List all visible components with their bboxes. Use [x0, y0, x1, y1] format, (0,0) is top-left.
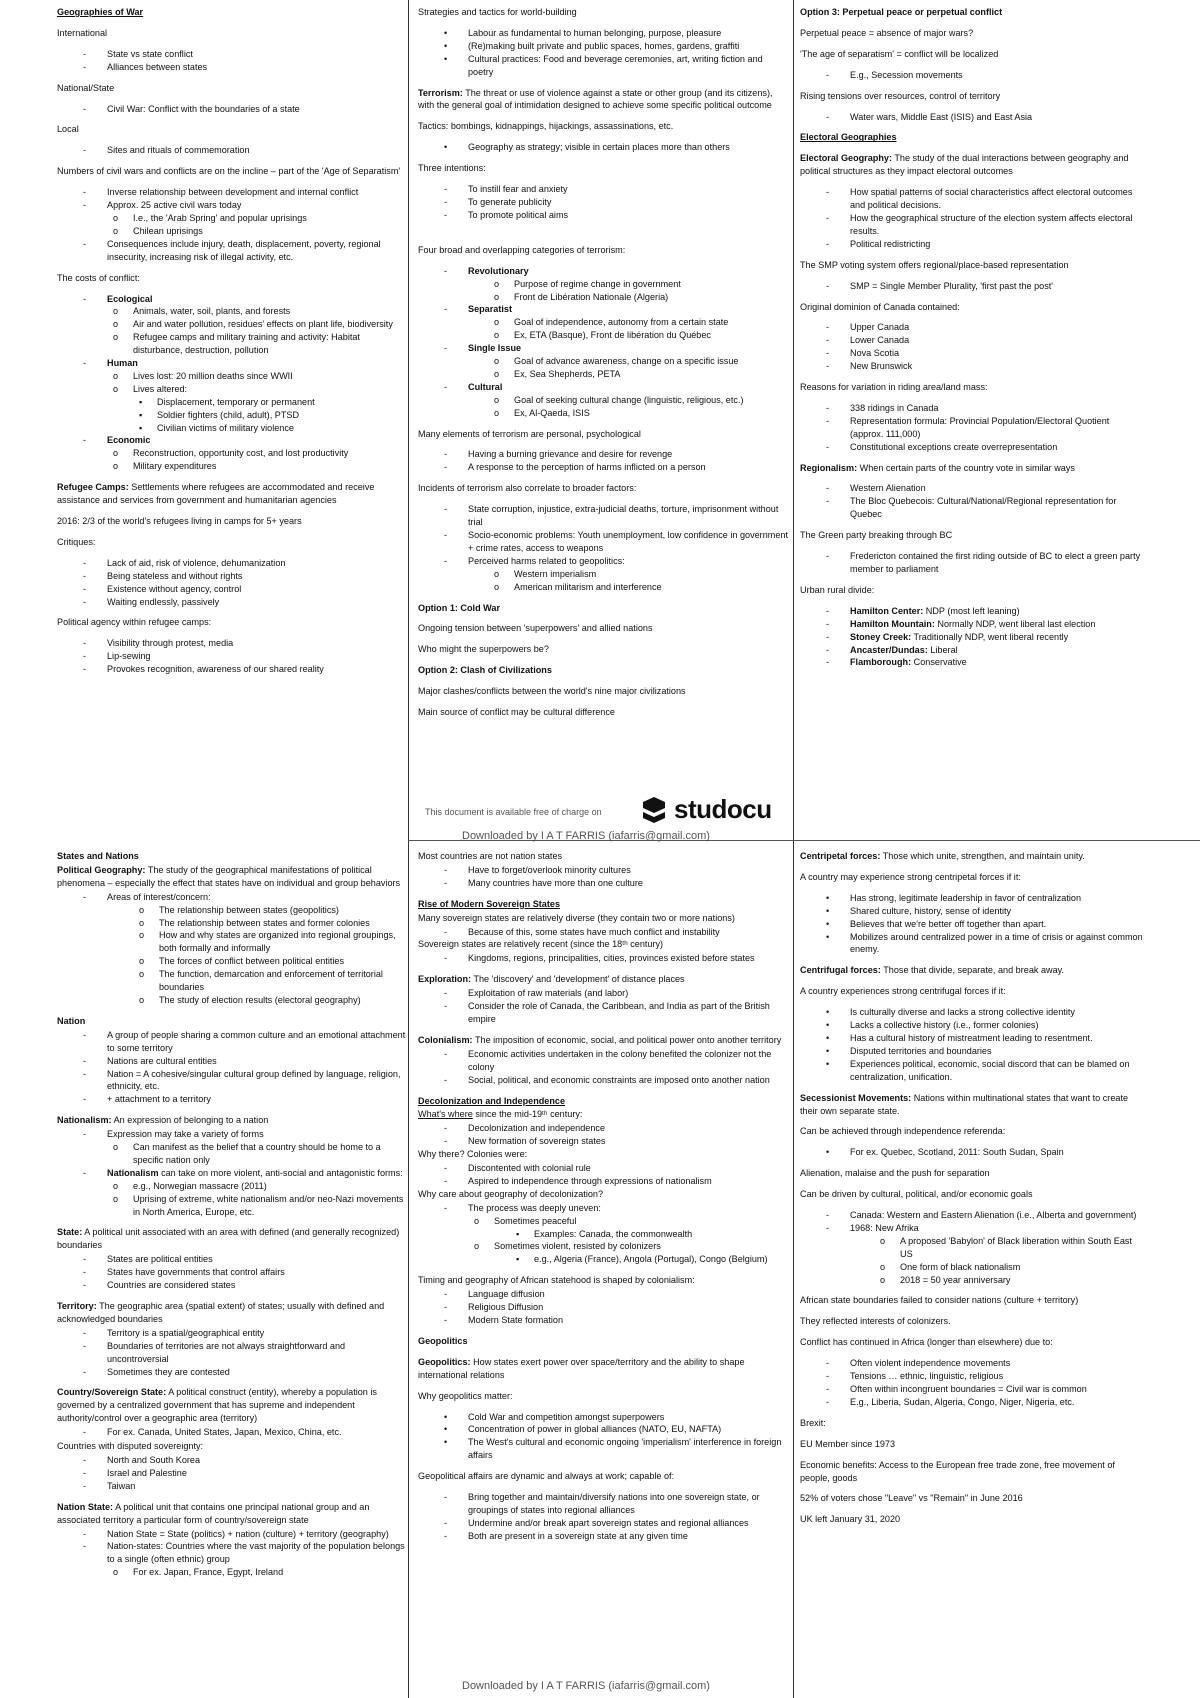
list-item: - E.g., Liberia, Sudan, Algeria, Congo, Niger, Nigeria, etc. [850, 1396, 1145, 1409]
heading: Option 3: Perpetual peace or perpetual conflict [800, 7, 1003, 17]
list-item: - Flamborough: Conservative [850, 656, 1145, 669]
list [800, 69, 1145, 82]
list-item: - Language diffusion [468, 1288, 788, 1301]
list-item: - To promote political aims [468, 209, 788, 222]
list-item: - Hamilton Mountain: Normally NDP, went liberal last election [850, 618, 1145, 631]
list [800, 1209, 1145, 1286]
list [800, 1146, 1145, 1159]
paragraph: 52% of voters chose "Leave" vs "Remain" in June 2016 [800, 1493, 1023, 1504]
list-item: • Cultural practices: Food and beverage ceremonies, art, writing fiction and poetry [468, 53, 788, 79]
list-item: ▪ Examples: Canada, the commonwealth [534, 1228, 788, 1241]
list-item: o Goal of independence, autonomy from a certain state [514, 316, 788, 329]
paragraph: The SMP voting system offers regional/place-based representation [800, 259, 1069, 270]
list-item: - Hamilton Center: NDP (most left leaning) [850, 605, 1145, 618]
list-item: - Consider the role of Canada, the Caribbean, and India as part of the British empire [468, 1000, 788, 1026]
list-item: - Have to forget/overlook minority cultures [468, 864, 788, 877]
section-title: Geopolitics [418, 1335, 468, 1346]
list-item: - North and South Korea [107, 1454, 407, 1467]
heading: Brexit: [800, 1417, 826, 1428]
list [57, 1528, 407, 1580]
heading: International [57, 27, 108, 38]
list-item: - Western Alienation [850, 482, 1145, 495]
list-item: - Expression may take a variety of forms o Can manifest as the belief that a country should be home to a specific nation only [107, 1128, 407, 1167]
list [57, 1426, 407, 1439]
paragraph: Territory: The geographic area (spatial extent) of states; usually with defined and acknowledged boundaries [57, 1301, 385, 1324]
paragraph: Most countries are not nation states [418, 851, 563, 861]
list-item: o Purpose of regime change in government [514, 278, 788, 291]
list-item: - Territory is a spatial/geographical entity [107, 1327, 407, 1340]
list-item: - Kingdoms, regions, principalities, cities, provinces existed before states [468, 952, 788, 965]
paragraph: Timing and geography of African statehood is shaped by colonialism: [418, 1275, 695, 1286]
list [57, 48, 407, 74]
list [418, 1048, 788, 1087]
list [57, 1327, 407, 1379]
list-item: - Nation = A cohesive/singular cultural group defined by language, religion, ethnicity, etc. [107, 1068, 407, 1094]
paragraph: Exploration: The 'discovery' and 'development' of distance places [418, 974, 685, 985]
list-item: - Sometimes they are contested [107, 1366, 407, 1379]
paragraph: Colonialism: The imposition of economic, social, and political power onto another territory [418, 1034, 782, 1045]
list-item: - Nations are cultural entities [107, 1055, 407, 1068]
list-item: • Mobilizes around centralized power in a time of crisis or against common enemy. [850, 931, 1145, 957]
list-item: - Waiting endlessly, passively [107, 596, 407, 609]
column-1-top [57, 6, 407, 816]
list [800, 402, 1145, 454]
list-item: o The relationship between states and former colonies [159, 917, 407, 930]
column-divider [793, 0, 794, 1698]
list [418, 864, 788, 890]
list-item: o Ex, Sea Shepherds, PETA [514, 368, 788, 381]
list-item: - Ancaster/Dundas: Liberal [850, 644, 1145, 657]
list-item: - Modern State formation [468, 1314, 788, 1327]
list [418, 27, 788, 79]
section-title: Electoral Geographies [800, 132, 897, 143]
list [418, 1288, 788, 1327]
list [57, 1029, 407, 1106]
column-3-bottom [800, 850, 1145, 1692]
column-2-top [418, 6, 788, 816]
heading: Strategies and tactics for world-building [418, 7, 577, 17]
list-item: o 2018 = 50 year anniversary [900, 1274, 1145, 1287]
list [57, 891, 407, 1007]
list-item: o Refugee camps and military training and activity: Habitat disturbance, destruction, pollution [133, 331, 407, 357]
list-item: - To generate publicity [468, 196, 788, 209]
paragraph: The Green party breaking through BC [800, 530, 953, 541]
list-item: o Can manifest as the belief that a country should be home to a specific nation only [133, 1141, 407, 1167]
list-item: • Experiences political, economic, social discord that can be blamed on centralization, unification. [850, 1058, 1145, 1084]
list-item: - Nova Scotia [850, 347, 1145, 360]
paragraph: Geopolitics: How states exert power over space/territory and the ability to shape international relations [418, 1356, 745, 1380]
column-1-bottom [57, 850, 407, 1692]
list-item: - Decolonization and independence [468, 1122, 788, 1135]
list-item: - Representation formula: Provincial Population/Electoral Quotient (approx. 111,000) [850, 415, 1145, 441]
list-item: - States have governments that control affairs [107, 1266, 407, 1279]
list [418, 448, 788, 474]
list-item: - Because of this, some states have much conflict and instability [468, 926, 788, 939]
list-item: o Uprising of extreme, white nationalism and/or neo-Nazi movements in North America, Europe, etc. [133, 1193, 407, 1219]
list-item: - Perceived harms related to geopolitics: o Western imperialism o American militarism and interference [468, 555, 788, 594]
list-item: - + attachment to a territory [107, 1093, 407, 1106]
list-item: o Chilean uprisings [133, 225, 407, 238]
list-item: - Fredericton contained the first riding outside of BC to elect a green party member to parliament [850, 550, 1145, 576]
list-item: - Religious Diffusion [468, 1301, 788, 1314]
heading: Option 2: Clash of Civilizations [418, 665, 552, 676]
paragraph: Why geopolitics matter: [418, 1390, 513, 1401]
list [800, 892, 1145, 957]
list-item: - Socio-economic problems: Youth unemployment, low confidence in government + crime rates, access to weapons [468, 529, 788, 555]
list-item: - Sites and rituals of commemoration [107, 144, 407, 157]
list-item: - Alliances between states [107, 61, 407, 74]
list-item: o The study of election results (electoral geography) [159, 994, 407, 1007]
list-item: - How the geographical structure of the election system affects electoral results. [850, 212, 1145, 238]
list-item: - New Brunswick [850, 360, 1145, 373]
list [57, 1253, 407, 1292]
paragraph: Ongoing tension between 'superpowers' and allied nations [418, 623, 653, 634]
paragraph: Who might the superpowers be? [418, 644, 549, 655]
section-title: States and Nations [57, 851, 139, 861]
list-item: - Often violent independence movements [850, 1357, 1145, 1370]
list-item: - Single Issue o Goal of advance awareness, change on a specific issue o Ex, Sea Shepherds, PETA [468, 342, 788, 381]
paragraph: Electoral Geography: The study of the dual interactions between geography and political structures as they impact electoral outcomes [800, 153, 1129, 177]
paragraph: Main source of conflict may be cultural difference [418, 707, 615, 718]
paragraph: 'The age of separatism' = conflict will be localized [800, 48, 999, 59]
list-item: o Goal of seeking cultural change (linguistic, religious, etc.) [514, 394, 788, 407]
list-item: - Many countries have more than one culture [468, 877, 788, 890]
paragraph: Countries with disputed sovereignty: [57, 1441, 204, 1452]
paragraph: They reflected interests of colonizers. [800, 1316, 951, 1327]
heading: Three intentions: [418, 163, 486, 174]
list-item: • Has a cultural history of mistreatment leading to resentment. [850, 1032, 1145, 1045]
paragraph: Numbers of civil wars and conflicts are on the incline – part of the 'Age of Separatism' [57, 166, 401, 177]
paragraph: Economic benefits: Access to the European free trade zone, free movement of people, goods [800, 1459, 1115, 1483]
list-item: - Countries are considered states [107, 1279, 407, 1292]
column-2-bottom [418, 850, 788, 1692]
list-item: ▪ Displacement, temporary or permanent [157, 396, 407, 409]
list-item: - Consequences include injury, death, displacement, poverty, regional insecurity, increasing risk of illegal activity, etc. [107, 238, 407, 264]
list-item: - Having a burning grievance and desire for revenge [468, 448, 788, 461]
list-item: o Western imperialism [514, 568, 788, 581]
paragraph: Why care about geography of decolonization? [418, 1188, 604, 1199]
list [800, 321, 1145, 373]
list-item: - A response to the perception of harms inflicted on a person [468, 461, 788, 474]
list-item: o Goal of advance awareness, change on a specific issue [514, 355, 788, 368]
paragraph: Perpetual peace = absence of major wars? [800, 27, 974, 38]
list-item: o Sometimes peaceful ▪ Examples: Canada, the commonwealth [494, 1215, 788, 1241]
list-item: - Water wars, Middle East (ISIS) and East Asia [850, 111, 1145, 124]
paragraph: Terrorism: The threat or use of violence against a state or other group (and its citizens), with the general goal of intimidation designed to achieve some specific political outcome [418, 87, 773, 111]
list-item: - Israel and Palestine [107, 1467, 407, 1480]
studocu-logo-text: studocu [674, 794, 772, 824]
list-item: - Lower Canada [850, 334, 1145, 347]
list [418, 952, 788, 965]
paragraph: Centrifugal forces: Those that divide, separate, and break away. [800, 965, 1065, 976]
paragraph: Secessionist Movements: Nations within multinational states that want to create their own separate state. [800, 1092, 1129, 1116]
paragraph: State: A political unit associated with an area with defined (and generally recognized) boundaries [57, 1227, 400, 1251]
list [418, 183, 788, 222]
list-item: - Political redistricting [850, 238, 1145, 251]
list-item: - SMP = Single Member Plurality, 'first past the post' [850, 280, 1145, 293]
list-item: o For ex. Japan, France, Egypt, Ireland [133, 1566, 407, 1579]
paragraph: Rising tensions over resources, control of territory [800, 90, 1001, 101]
heading: Political agency within refugee camps: [57, 617, 212, 628]
heading: Four broad and overlapping categories of terrorism: [418, 244, 626, 255]
list [800, 280, 1145, 293]
heading: Many elements of terrorism are personal, psychological [418, 428, 641, 439]
list [800, 482, 1145, 521]
paragraph: Urban rural divide: [800, 584, 875, 595]
list [57, 103, 407, 116]
list-item: - A group of people sharing a common culture and an emotional attachment to some territory [107, 1029, 407, 1055]
list-item: o The function, demarcation and enforcement of territorial boundaries [159, 968, 407, 994]
list-item: o Reconstruction, opportunity cost, and lost productivity [133, 447, 407, 460]
list-item: - To instill fear and anxiety [468, 183, 788, 196]
list [57, 144, 407, 157]
list-item: ▪ e.g., Algeria (France), Angola (Portugal), Congo (Belgium) [534, 1253, 788, 1266]
list-item: o Ex, ETA (Basque), Front de libération du Québec [514, 329, 788, 342]
paragraph: A country experiences strong centrifugal forces if it: [800, 986, 1006, 997]
list [800, 605, 1145, 670]
list-item: o Air and water pollution, residues' effects on plant life, biodiversity [133, 318, 407, 331]
paragraph: Sovereign states are relatively recent (since the 18ᵗʰ century) [418, 939, 664, 950]
paragraph: Nation State: A political unit that contains one principal national group and an associated territory a particular form of country/sovereign state [57, 1501, 370, 1525]
list-item: - Tensions … ethnic, linguistic, religious [850, 1370, 1145, 1383]
paragraph: Why there? Colonies were: [418, 1149, 528, 1160]
list-item: • For ex. Quebec, Scotland, 2011: South Sudan, Spain [850, 1146, 1145, 1159]
list-item: - For ex. Canada, United States, Japan, Mexico, China, etc. [107, 1426, 407, 1439]
section-title: Rise of Modern Sovereign States [418, 898, 560, 909]
paragraph: A country may experience strong centripetal forces if it: [800, 871, 1021, 882]
list-item: - Stoney Creek: Traditionally NDP, went liberal recently [850, 631, 1145, 644]
list-item: - Approx. 25 active civil wars today o I.e., the 'Arab Spring' and popular uprisings o Chilean uprisings [107, 199, 407, 238]
paragraph: Tactics: bombings, kidnappings, hijackings, assassinations, etc. [418, 121, 674, 132]
list [418, 1162, 788, 1188]
list-item: o Sometimes violent, resisted by colonizers ▪ e.g., Algeria (France), Angola (Portugal), Congo (Belgium) [494, 1240, 788, 1266]
list-item: - Boundaries of territories are not always straightforward and uncontroversial [107, 1340, 407, 1366]
list-item: o Military expenditures [133, 460, 407, 473]
list-item: • The West's cultural and economic ongoing 'imperialism' interference in foreign affairs [468, 1436, 788, 1462]
list-item: - E.g., Secession movements [850, 69, 1145, 82]
list-item: - Provokes recognition, awareness of our shared reality [107, 663, 407, 676]
list-item: o e.g., Norwegian massacre (2011) [133, 1180, 407, 1193]
list [57, 557, 407, 609]
list-item: - Nation State = State (politics) + nation (culture) + territory (geography) [107, 1528, 407, 1541]
studocu-logo-icon [640, 796, 668, 824]
list-item: o I.e., the 'Arab Spring' and popular uprisings [133, 212, 407, 225]
column-3-top [800, 6, 1145, 816]
heading: The costs of conflict: [57, 272, 140, 283]
list-item: - States are political entities [107, 1253, 407, 1266]
list [800, 186, 1145, 251]
list-item: - Nationalism can take on more violent, anti-social and antagonistic forms: o e.g., Norwegian massacre (2011) o Uprising of extreme, white nationalism and/or neo-Nazi movements in North America, Europe, etc. [107, 1167, 407, 1219]
list-item: - Lack of aid, risk of violence, dehumanization [107, 557, 407, 570]
paragraph: Many sovereign states are relatively diverse (they contain two or more nations) [418, 912, 735, 923]
list [57, 293, 407, 474]
paragraph: 2016: 2/3 of the world's refugees living in camps for 5+ years [57, 516, 302, 526]
list-item: o Lives altered: ▪ Displacement, temporary or permanent ▪ Soldier fighters (child, adult), PTSD ▪ Civilian victims of military violence [133, 383, 407, 435]
list-item: - Aspired to independence through expressions of nationalism [468, 1175, 788, 1188]
list-item: - Taiwan [107, 1480, 407, 1493]
list-item: o Front de Libération Nationale (Algeria) [514, 291, 788, 304]
list [800, 111, 1145, 124]
paragraph: Reasons for variation in riding area/land mass: [800, 382, 988, 393]
paragraph: Can be achieved through independence referenda: [800, 1126, 1006, 1137]
paragraph: African state boundaries failed to consider nations (culture + territory) [800, 1295, 1079, 1306]
list [418, 265, 788, 420]
list [800, 550, 1145, 576]
list [57, 186, 407, 263]
list [418, 1122, 788, 1148]
list [800, 1357, 1145, 1409]
studocu-logo[interactable] [640, 794, 790, 826]
paragraph: Refugee Camps: Settlements where refugees are accommodated and receive assistance and services from government and humanitarian agencies [57, 482, 375, 506]
paragraph: Alienation, malaise and the push for separation [800, 1168, 990, 1179]
heading: Option 1: Cold War [418, 602, 501, 613]
list-item: ▪ Civilian victims of military violence [157, 422, 407, 435]
list-item: • Believes that we're better off together than apart. [850, 918, 1145, 931]
list-item: - The Bloc Quebecois: Cultural/National/Regional representation for Quebec [850, 495, 1145, 521]
list-item: - Human o Lives lost: 20 million deaths since WWII o Lives altered: ▪ Displacement, temporary or permanent ▪ Soldier fighters (child, adult), PTSD ▪ Civilian victims of military violence [107, 357, 407, 434]
list-item: o The relationship between states (geopolitics) [159, 904, 407, 917]
list-item: - New formation of sovereign states [468, 1135, 788, 1148]
list-item: - Exploitation of raw materials (and labor) [468, 987, 788, 1000]
list-item: - Inverse relationship between development and internal conflict [107, 186, 407, 199]
list-item: • Geography as strategy; visible in certain places more than others [468, 141, 788, 154]
list-item: - Ecological o Animals, water, soil, plants, and forests o Air and water pollution, residues' effects on plant life, biodiversity o Refugee camps and military training and activity: Habitat disturbance, destruction, pollution [107, 293, 407, 358]
list-item: - Upper Canada [850, 321, 1145, 334]
list-item: - Canada: Western and Eastern Alienation (i.e., Alberta and government) [850, 1209, 1145, 1222]
list [800, 1006, 1145, 1083]
list-item: ▪ Soldier fighters (child, adult), PTSD [157, 409, 407, 422]
list-item: • Lacks a collective history (i.e., former colonies) [850, 1019, 1145, 1032]
section-title: Geographies of War [57, 7, 144, 17]
list-item: - 338 ridings in Canada [850, 402, 1145, 415]
list-item: - Revolutionary o Purpose of regime change in government o Front de Libération Nationale (Algeria) [468, 265, 788, 304]
paragraph: What's where since the mid-19ᵗʰ century: [418, 1109, 583, 1120]
list [57, 637, 407, 676]
paragraph: Country/Sovereign State: A political construct (entity), whereby a population is governed by a centralized government that has supreme and independent authority/control over a geographic area (territory) [57, 1387, 377, 1424]
paragraph: Regionalism: When certain parts of the country vote in similar ways [800, 462, 1075, 473]
list-item: - State vs state conflict [107, 48, 407, 61]
list-item: - State corruption, injustice, extra-judicial deaths, torture, imprisonment without trial [468, 503, 788, 529]
paragraph: Geopolitical affairs are dynamic and always at work; capable of: [418, 1471, 675, 1482]
list-item: o Lives lost: 20 million deaths since WWII [133, 370, 407, 383]
download-notice: Downloaded by I A T FARRIS (iafarris@gmail.com) [462, 1680, 710, 1692]
list-item: - Social, political, and economic constraints are imposed onto another nation [468, 1074, 788, 1087]
list [418, 141, 788, 154]
list-item: o Ex, Al-Qaeda, ISIS [514, 407, 788, 420]
list-item: - Bring together and maintain/diversify nations into one sovereign state, or groupings of states into regional alliances [468, 1491, 788, 1517]
list-item: - Nation-states: Countries where the vast majority of the population belongs to a single (often ethnic) group o For ex. Japan, France, Egypt, Ireland [107, 1540, 407, 1579]
paragraph: Political Geography: The study of the geographical manifestations of political phenomena – especially the effect that states have on individual and group behaviors [57, 864, 401, 888]
column-divider [408, 0, 409, 1698]
list [418, 1202, 788, 1267]
paragraph: Nationalism: An expression of belonging to a nation [57, 1115, 269, 1126]
available-free-notice: This document is available free of charge on [425, 807, 602, 817]
list-item: • Is culturally diverse and lacks a strong collective identity [850, 1006, 1145, 1019]
heading: Critiques: [57, 536, 96, 547]
list-item: • Cold War and competition amongst superpowers [468, 1411, 788, 1424]
list-item: o The forces of conflict between political entities [159, 955, 407, 968]
list [57, 1454, 407, 1493]
heading: Local [57, 124, 79, 135]
list-item: • Shared culture, history, sense of identity [850, 905, 1145, 918]
paragraph: Conflict has continued in Africa (longer than elsewhere) due to: [800, 1337, 1053, 1348]
list-item: - Undermine and/or break apart sovereign states and regional alliances [468, 1517, 788, 1530]
list-item: - Separatist o Goal of independence, autonomy from a certain state o Ex, ETA (Basque), Front de libération du Québec [468, 303, 788, 342]
list-item: - Cultural o Goal of seeking cultural change (linguistic, religious, etc.) o Ex, Al-Qaeda, ISIS [468, 381, 788, 420]
list-item: o One form of black nationalism [900, 1261, 1145, 1274]
list-item: • Labour as fundamental to human belonging, purpose, pleasure [468, 27, 788, 40]
list-item: o A proposed 'Babylon' of Black liberation within South East US [900, 1235, 1145, 1261]
list-item: • Concentration of power in global alliances (NATO, EU, NAFTA) [468, 1423, 788, 1436]
download-notice: Downloaded by I A T FARRIS (iafarris@gmail.com) [462, 830, 710, 842]
list-item: - 1968: New Afrika o A proposed 'Babylon' of Black liberation within South East US o One form of black nationalism o 2018 = 50 year anniversary [850, 1222, 1145, 1287]
heading: Incidents of terrorism also correlate to broader factors: [418, 483, 637, 494]
list [418, 1411, 788, 1463]
list-item: - Economic activities undertaken in the colony benefited the colonizer not the colony [468, 1048, 788, 1074]
heading: Nation [57, 1015, 86, 1026]
list-item: - Existence without agency, control [107, 583, 407, 596]
list-item: - Constitutional exceptions create overrepresentation [850, 441, 1145, 454]
list-item: o Animals, water, soil, plants, and forests [133, 305, 407, 318]
list [418, 503, 788, 593]
section-title: Decolonization and Independence [418, 1095, 566, 1106]
list-item: - Civil War: Conflict with the boundaries of a state [107, 103, 407, 116]
list [418, 926, 788, 939]
list-item: - How spatial patterns of social characteristics affect electoral outcomes and political decisions. [850, 186, 1145, 212]
list-item: - Lip-sewing [107, 650, 407, 663]
paragraph: EU Member since 1973 [800, 1438, 896, 1449]
list-item: - Both are present in a sovereign state at any given time [468, 1530, 788, 1543]
list-item: • Disputed territories and boundaries [850, 1045, 1145, 1058]
paragraph: Centripetal forces: Those which unite, strengthen, and maintain unity. [800, 851, 1085, 861]
list-item: - Discontented with colonial rule [468, 1162, 788, 1175]
list-item: - Visibility through protest, media [107, 637, 407, 650]
heading: National/State [57, 82, 115, 93]
list-item: o American militarism and interference [514, 581, 788, 594]
list [57, 1128, 407, 1218]
paragraph: UK left January 31, 2020 [800, 1514, 901, 1525]
paragraph: Original dominion of Canada contained: [800, 301, 960, 312]
list-item: o How and why states are organized into regional groupings, both formally and informally [159, 929, 407, 955]
list [418, 1491, 788, 1543]
paragraph: Major clashes/conflicts between the world's nine major civilizations [418, 686, 686, 697]
list-item: - The process was deeply uneven: o Sometimes peaceful ▪ Examples: Canada, the commonwealth o Sometimes violent, resisted by colonizers ▪ e.g., Algeria (France), Angola (Portugal), Congo (Belgium) [468, 1202, 788, 1267]
list-item: - Areas of interest/concern: o The relationship between states (geopolitics) o The relationship between states and former colonies o How and why states are organized into regional groupings, both formally and informally o The forces of conflict between political entities o The function, demarcation and enforcement of territorial boundaries o The study of election results (electoral geography) [107, 891, 407, 1007]
list [418, 987, 788, 1026]
paragraph: Can be driven by cultural, political, and/or economic goals [800, 1189, 1033, 1200]
list-item: - Often within incongruent boundaries = Civil war is common [850, 1383, 1145, 1396]
list-item: • Has strong, legitimate leadership in favor of centralization [850, 892, 1145, 905]
list-item: - Being stateless and without rights [107, 570, 407, 583]
list-item: - Economic o Reconstruction, opportunity cost, and lost productivity o Military expenditures [107, 434, 407, 473]
list-item: • (Re)making built private and public spaces, homes, gardens, graffiti [468, 40, 788, 53]
